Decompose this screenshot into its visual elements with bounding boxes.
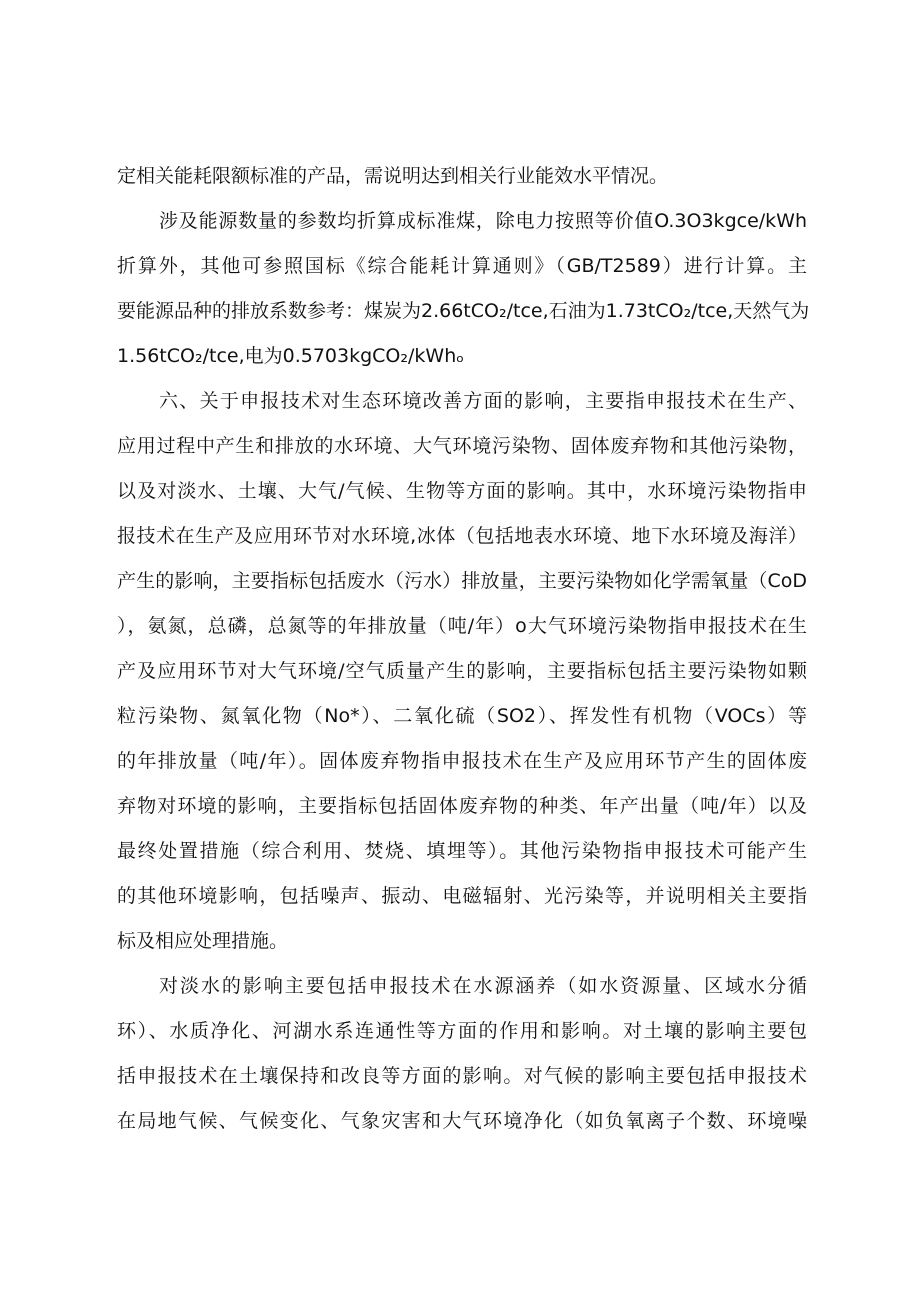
paragraph-line: 要能源品种的排放系数参考：煤炭为2.66tCO₂/tce,石油为1.73tCO₂/tce,天然气为 [117,300,810,322]
paragraph-line: 的年排放量（吨/年）。固体废弃物指申报技术在生产及应用环节产生的固体废 [117,750,807,772]
paragraph-line: 定相关能耗限额标准的产品，需说明达到相关行业能效水平情况。 [117,165,669,187]
paragraph-line: 括申报技术在土壤保持和改良等方面的影响。对气候的影响主要包括申报技术 [117,1065,807,1087]
paragraph-line: 环）、水质净化、河湖水系连通性等方面的作用和影响。对土壤的影响主要包 [117,1020,807,1042]
paragraph-line: 涉及能源数量的参数均折算成标准煤，除电力按照等价值O.3O3kgce/kWh [159,210,807,232]
paragraph-line: 应用过程中产生和排放的水环境、大气环境污染物、固体废弃物和其他污染物， [117,435,807,457]
paragraph-line: 产及应用环节对大气环境/空气质量产生的影响，主要指标包括主要污染物如颗 [117,660,807,682]
paragraph-line: 的其他环境影响，包括噪声、振动、电磁辐射、光污染等，并说明相关主要指 [117,885,807,907]
paragraph-line: 六、关于申报技术对生态环境改善方面的影响，主要指申报技术在生产、 [159,390,807,412]
paragraph-line: 标及相应处理措施。 [117,930,289,952]
paragraph-line: 报技术在生产及应用环节对水环境,冰体（包括地表水环境、地下水环境及海洋） [117,525,807,547]
paragraph-ecological-impact [117,379,807,964]
paragraph-energy-standard-tail [117,154,807,199]
paragraph-line: 粒污染物、氮氧化物（No*）、二氧化硫（SO2）、挥发性有机物（VOCs）等 [117,705,807,727]
paragraph-line: 1.56tCO₂/tce,电为0.5703kgCO₂/kWhₒ [117,345,465,367]
paragraph-line: ），氨氮，总磷，总氮等的年排放量（吨/年）o大气环境污染物指申报技术在生 [117,615,807,637]
paragraph-energy-conversion [117,199,810,379]
paragraph-line: 弃物对环境的影响，主要指标包括固体废弃物的种类、年产出量（吨/年）以及 [117,795,807,817]
paragraph-line: 在局地气候、气候变化、气象灾害和大气环境净化（如负氧离子个数、环境噪 [117,1110,807,1132]
paragraph-line: 最终处置措施（综合利用、焚烧、填埋等）。其他污染物指申报技术可能产生 [117,840,807,862]
paragraph-line: 对淡水的影响主要包括申报技术在水源涵养（如水资源量、区域水分循 [159,975,807,997]
paragraph-freshwater-soil-climate [117,964,807,1144]
document-body [117,154,810,1144]
paragraph-line: 以及对淡水、土壤、大气/气候、生物等方面的影响。其中，水环境污染物指申 [117,480,807,502]
paragraph-line: 产生的影响，主要指标包括废水（污水）排放量，主要污染物如化学需氧量（CoD [117,570,807,592]
paragraph-line: 折算外，其他可参照国标《综合能耗计算通则》（GB/T2589）进行计算。主 [117,255,807,277]
